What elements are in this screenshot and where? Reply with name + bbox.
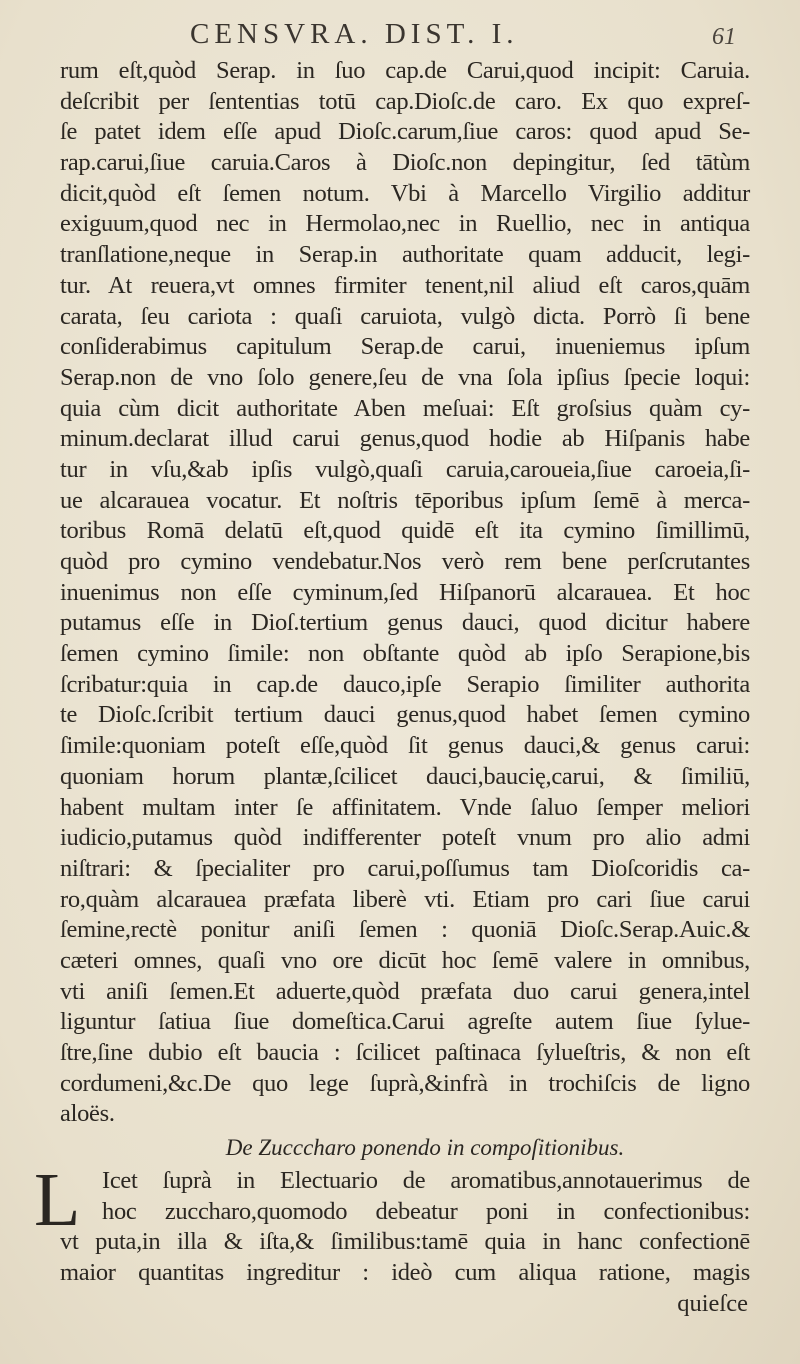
- text-line: cæteri omnes, quaſi vno ore dicūt hoc ſemē valere in omnibus,: [60, 946, 750, 974]
- text-line: ſemine,rectè ponitur aniſi ſemen : quoniā Dioſc.Serap.Auic.&: [60, 916, 750, 944]
- text-line: carata, ſeu cariota : quaſi caruiota, vulgò dicta. Porrò ſi bene: [60, 302, 750, 330]
- text-line: ſtre,ſine dubio eſt baucia : ſcilicet paſtinaca ſylueſtris, & non eſt: [60, 1039, 750, 1066]
- text-line: iudicio,putamus quòd indifferenter poteſt vnum pro alio admi: [60, 824, 750, 852]
- text-line: Icet ſuprà in Electuario de aromatibus,annotauerimus de: [102, 1167, 750, 1195]
- drop-capital: L: [34, 1158, 81, 1243]
- text-line: ro,quàm alcarauea præfata liberè vti. Etiam pro cari ſiue carui: [60, 885, 750, 913]
- text-line: tur. At reuera,vt omnes firmiter tenent,nil aliud eſt caros,quām: [60, 271, 750, 299]
- text-line: vt puta,in illa & iſta,& ſimilibus:tamē quia in hanc confectionē: [60, 1228, 750, 1256]
- text-line: inuenimus non eſſe cyminum,ſed Hiſpanorū alcarauea. Et hoc: [60, 578, 750, 606]
- text-line: rum eſt,quòd Serap. in ſuo cap.de Carui,quod incipit: Caruia.: [60, 57, 750, 84]
- text-line: ſemen cymino ſimile: non obſtante quòd ab ipſo Serapione,bis: [60, 640, 750, 668]
- text-line: exiguum,quod nec in Hermolao,nec in Ruellio, nec in antiqua: [60, 210, 750, 238]
- text-line: ſcribatur:quia in cap.de dauco,ipſe Serapio ſimiliter authorita: [60, 670, 750, 698]
- text-line: quòd pro cymino vendebatur.Nos verò rem bene perſcrutantes: [60, 548, 750, 575]
- section-heading: De Zucccharo ponendo in compoſitionibus.: [225, 1135, 625, 1161]
- text-line: conſiderabimus capitulum Serap.de carui, inueniemus ipſum: [60, 333, 750, 361]
- paragraph-2: [34, 1158, 750, 1289]
- text-line: putamus eſſe in Dioſ.tertium genus dauci, quod dicitur habere: [60, 609, 750, 637]
- text-line: dicit,quòd eſt ſemen notum. Vbi à Marcello Virgilio additur: [60, 179, 750, 207]
- running-head: CENSVRA. DIST. I.: [190, 18, 519, 50]
- text-line: cordumeni,&c.De quo lege ſuprà,&infrà in trochiſcis de ligno: [60, 1069, 750, 1097]
- text-line: Serap.non de vno ſolo genere,ſeu de vna ſola ipſius ſpecie loqui:: [60, 363, 750, 391]
- text-line: toribus Romā delatū eſt,quod quidē eſt ita cymino ſimillimū,: [60, 517, 750, 545]
- text-line: tur in vſu,&ab ipſis vulgò,quaſi caruia,caroueia,ſiue caroeia,ſi-: [60, 455, 750, 483]
- text-line: quia cùm dicit authoritate Aben meſuai: Eſt groſsius quàm cy-: [60, 394, 750, 422]
- catchword: quieſce: [677, 1289, 748, 1317]
- text-line: ſe patet idem eſſe apud Dioſc.carum,ſiue caros: quod apud Se-: [60, 118, 750, 146]
- text-line: hoc zuccharo,quomodo debeatur poni in confectionibus:: [102, 1197, 750, 1225]
- text-line: quoniam horum plantæ,ſcilicet dauci,baucię,carui, & ſimiliū,: [60, 762, 750, 790]
- folio-number: 61: [712, 24, 736, 50]
- text-line: maior quantitas ingreditur : ideò cum aliqua ratione, magis: [60, 1259, 750, 1287]
- paragraph-1: [60, 56, 750, 1130]
- text-line: ſimile:quoniam poteſt eſſe,quòd ſit genus dauci,& genus carui:: [60, 732, 750, 760]
- text-line: deſcribit per ſententias totū cap.Dioſc.de caro. Ex quo expreſ-: [60, 87, 750, 115]
- text-line: vti aniſi ſemen.Et aduerte,quòd præfata duo carui genera,intel: [60, 977, 750, 1005]
- text-line: habent multam inter ſe affinitatem. Vnde ſaluo ſemper meliori: [60, 793, 750, 821]
- page-header: [0, 14, 800, 54]
- text-line: liguntur ſatiua ſiue domeſtica.Carui agreſte autem ſiue ſylue-: [60, 1008, 750, 1036]
- text-line: niſtrari: & ſpecialiter pro carui,poſſumus tam Dioſcoridis ca-: [60, 854, 750, 882]
- text-line: tranſlatione,neque in Serap.in authoritate quam adducit, legi-: [60, 241, 750, 269]
- main-text: [34, 56, 750, 1319]
- text-line: ue alcarauea vocatur. Et noſtris tēporibus ipſum ſemē à merca-: [60, 486, 750, 514]
- text-line: minum.declarat illud carui genus,quod hodie ab Hiſpanis habe: [60, 425, 750, 453]
- text-line: aloës.: [60, 1100, 115, 1128]
- text-line: rap.carui,ſiue caruia.Caros à Dioſc.non depingitur, ſed tātùm: [60, 149, 750, 177]
- text-line: te Dioſc.ſcribit tertium dauci genus,quod habet ſemen cymino: [60, 701, 750, 729]
